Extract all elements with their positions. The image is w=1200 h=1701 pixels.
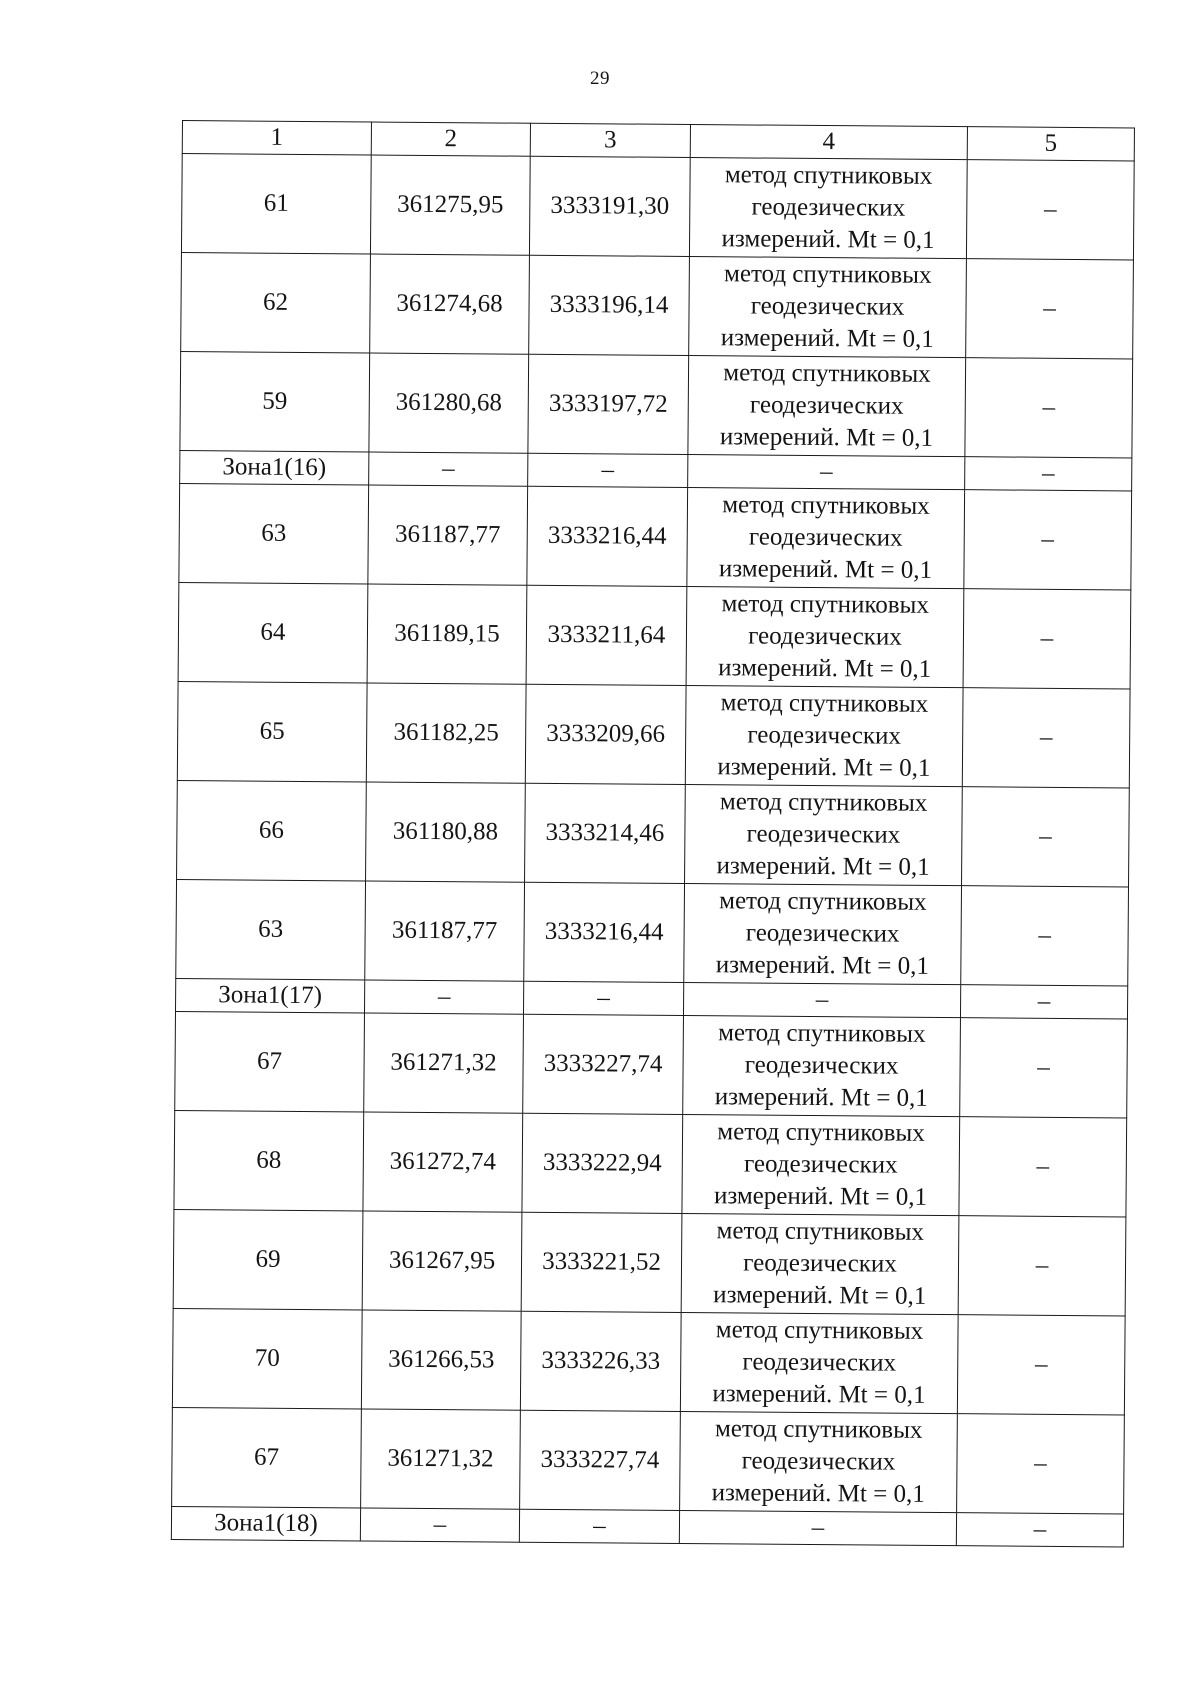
table-row	[179, 483, 1132, 589]
x-coordinate-cell: 361180,88	[366, 782, 526, 882]
note-cell: –	[957, 1315, 1125, 1415]
y-coordinate-cell: 3333197,72	[528, 354, 689, 454]
table-row	[176, 879, 1129, 985]
y-coordinate-cell: 3333227,74	[520, 1410, 681, 1510]
table-row	[174, 1110, 1127, 1216]
note-cell: –	[965, 358, 1133, 458]
point-number-cell: 69	[173, 1209, 363, 1309]
column-header-4: 4	[690, 124, 967, 159]
point-number-cell: 65	[177, 681, 367, 781]
method-line: геодезических	[748, 622, 902, 651]
method-line: измерений. Mt = 0,1	[714, 1083, 928, 1112]
method-line: метод спутниковых	[722, 491, 930, 520]
table-row	[177, 681, 1130, 787]
note-cell: –	[962, 688, 1130, 788]
point-number-cell: 62	[181, 252, 371, 352]
method-line: геодезических	[742, 1348, 897, 1377]
method-line: геодезических	[743, 1150, 898, 1179]
zone-label-cell: Зона1(16)	[180, 450, 369, 484]
method-cell	[681, 1213, 959, 1314]
x-coordinate-cell: 361187,77	[365, 881, 525, 981]
note-cell: –	[960, 1018, 1128, 1118]
y-coordinate-cell: 3333227,74	[523, 1014, 684, 1114]
zone-dash-cell: –	[688, 454, 965, 489]
note-cell: –	[962, 787, 1130, 887]
x-coordinate-cell: 361271,32	[364, 1013, 524, 1113]
y-coordinate-cell: 3333226,33	[520, 1311, 681, 1411]
method-line: измерений. Mt = 0,1	[712, 1380, 926, 1409]
column-header-1: 1	[182, 121, 371, 155]
zone-dash-cell: –	[360, 1508, 519, 1542]
point-number-cell: 68	[174, 1110, 364, 1210]
column-header-3: 3	[530, 123, 690, 157]
method-line: геодезических	[749, 391, 904, 420]
method-line: метод спутниковых	[714, 1415, 923, 1444]
method-line: измерений. Mt = 0,1	[720, 324, 934, 353]
method-line: измерений. Mt = 0,1	[713, 1281, 927, 1310]
table-row	[181, 154, 1134, 260]
y-coordinate-cell: 3333216,44	[524, 882, 685, 982]
note-cell: –	[963, 589, 1131, 689]
column-header-2: 2	[371, 122, 530, 156]
method-line: измерений. Mt = 0,1	[719, 423, 934, 452]
method-line: геодезических	[751, 193, 906, 222]
method-cell	[685, 784, 963, 885]
table-row	[180, 351, 1133, 457]
point-number-cell: 63	[179, 483, 369, 583]
point-number-cell: 59	[180, 351, 370, 451]
x-coordinate-cell: 361280,68	[369, 353, 529, 453]
method-line: измерений. Mt = 0,1	[718, 654, 932, 683]
method-line: метод спутниковых	[723, 260, 932, 289]
y-coordinate-cell: 3333209,66	[525, 684, 686, 784]
y-coordinate-cell: 3333222,94	[522, 1113, 683, 1213]
note-cell: –	[957, 1414, 1125, 1514]
zone-label-cell: Зона1(18)	[171, 1506, 360, 1540]
note-cell: –	[959, 1117, 1127, 1217]
x-coordinate-cell: 361187,77	[368, 485, 528, 585]
method-line: геодезических	[745, 919, 900, 948]
note-cell: –	[964, 490, 1132, 590]
zone-dash-cell: –	[956, 1513, 1123, 1547]
method-line: метод спутниковых	[721, 590, 930, 619]
method-line: измерений. Mt = 0,1	[721, 225, 935, 254]
method-line: измерений. Mt = 0,1	[713, 1182, 928, 1211]
point-number-cell: 70	[172, 1308, 362, 1408]
method-line: метод спутниковых	[719, 788, 928, 817]
method-line: геодезических	[743, 1249, 897, 1278]
method-cell	[689, 157, 967, 258]
zone-dash-cell: –	[519, 1509, 679, 1543]
x-coordinate-cell: 361189,15	[367, 584, 527, 684]
zone-dash-cell: –	[683, 982, 960, 1017]
method-cell	[684, 883, 962, 984]
point-number-cell: 67	[175, 1011, 365, 1111]
zone-dash-cell: –	[369, 452, 528, 486]
method-line: геодезических	[741, 1447, 896, 1476]
note-cell: –	[966, 259, 1134, 359]
method-line: метод спутниковых	[719, 887, 927, 916]
table-row	[173, 1209, 1126, 1315]
method-line: метод спутниковых	[718, 1019, 926, 1048]
method-cell	[680, 1411, 958, 1512]
table-body	[171, 154, 1134, 1547]
note-cell: –	[961, 886, 1129, 986]
zone-dash-cell: –	[523, 981, 683, 1015]
point-number-cell: 63	[176, 879, 366, 979]
method-cell	[683, 1015, 961, 1116]
table-row	[172, 1407, 1125, 1513]
x-coordinate-cell: 361274,68	[370, 254, 530, 354]
method-line: метод спутниковых	[715, 1316, 924, 1345]
y-coordinate-cell: 3333191,30	[529, 156, 690, 256]
method-line: метод спутниковых	[716, 1217, 925, 1246]
y-coordinate-cell: 3333214,46	[525, 783, 686, 883]
x-coordinate-cell: 361271,32	[361, 1409, 521, 1509]
method-cell	[680, 1312, 958, 1413]
x-coordinate-cell: 361272,74	[363, 1112, 523, 1212]
point-number-cell: 67	[172, 1407, 362, 1507]
table-row	[178, 582, 1131, 688]
y-coordinate-cell: 3333196,14	[529, 255, 690, 355]
point-number-cell: 66	[177, 780, 367, 880]
method-line: метод спутниковых	[724, 161, 933, 190]
table-row	[181, 252, 1134, 358]
point-number-cell: 61	[181, 154, 371, 254]
method-cell	[685, 685, 963, 786]
x-coordinate-cell: 361267,95	[362, 1211, 522, 1311]
method-line: геодезических	[748, 523, 903, 552]
method-line: метод спутниковых	[723, 359, 931, 388]
zone-label-cell: Зона1(17)	[175, 978, 364, 1012]
zone-dash-cell: –	[364, 980, 523, 1014]
method-cell	[687, 487, 965, 588]
method-cell	[688, 355, 966, 456]
x-coordinate-cell: 361275,95	[370, 155, 530, 255]
zone-dash-cell: –	[960, 985, 1127, 1019]
y-coordinate-cell: 3333221,52	[521, 1212, 682, 1312]
zone-dash-cell: –	[528, 453, 688, 487]
method-line: геодезических	[747, 721, 902, 750]
point-number-cell: 64	[178, 582, 368, 682]
table-row	[172, 1308, 1125, 1414]
x-coordinate-cell: 361182,25	[366, 683, 526, 783]
table-row	[175, 1011, 1128, 1117]
method-cell	[686, 586, 964, 687]
method-line: измерений. Mt = 0,1	[711, 1479, 925, 1508]
page-number: 29	[590, 68, 610, 89]
coordinates-table	[171, 120, 1135, 1547]
method-cell	[682, 1114, 960, 1215]
method-line: геодезических	[744, 1051, 899, 1080]
zone-dash-cell: –	[965, 457, 1132, 491]
method-line: измерений. Mt = 0,1	[716, 852, 930, 881]
method-line: метод спутниковых	[720, 689, 929, 718]
method-line: геодезических	[750, 292, 905, 321]
zone-dash-cell: –	[679, 1510, 956, 1545]
note-cell: –	[958, 1216, 1126, 1316]
method-line: измерений. Mt = 0,1	[717, 753, 931, 782]
note-cell: –	[966, 160, 1134, 260]
table-row	[177, 780, 1130, 886]
method-line: измерений. Mt = 0,1	[715, 951, 930, 980]
method-line: измерений. Mt = 0,1	[718, 555, 933, 584]
x-coordinate-cell: 361266,53	[361, 1310, 521, 1410]
method-cell	[689, 256, 967, 357]
zone-row	[171, 1506, 1123, 1546]
y-coordinate-cell: 3333211,64	[526, 585, 687, 685]
y-coordinate-cell: 3333216,44	[527, 486, 688, 586]
method-line: геодезических	[746, 820, 901, 849]
method-line: метод спутниковых	[717, 1118, 925, 1147]
column-header-5: 5	[967, 127, 1134, 161]
